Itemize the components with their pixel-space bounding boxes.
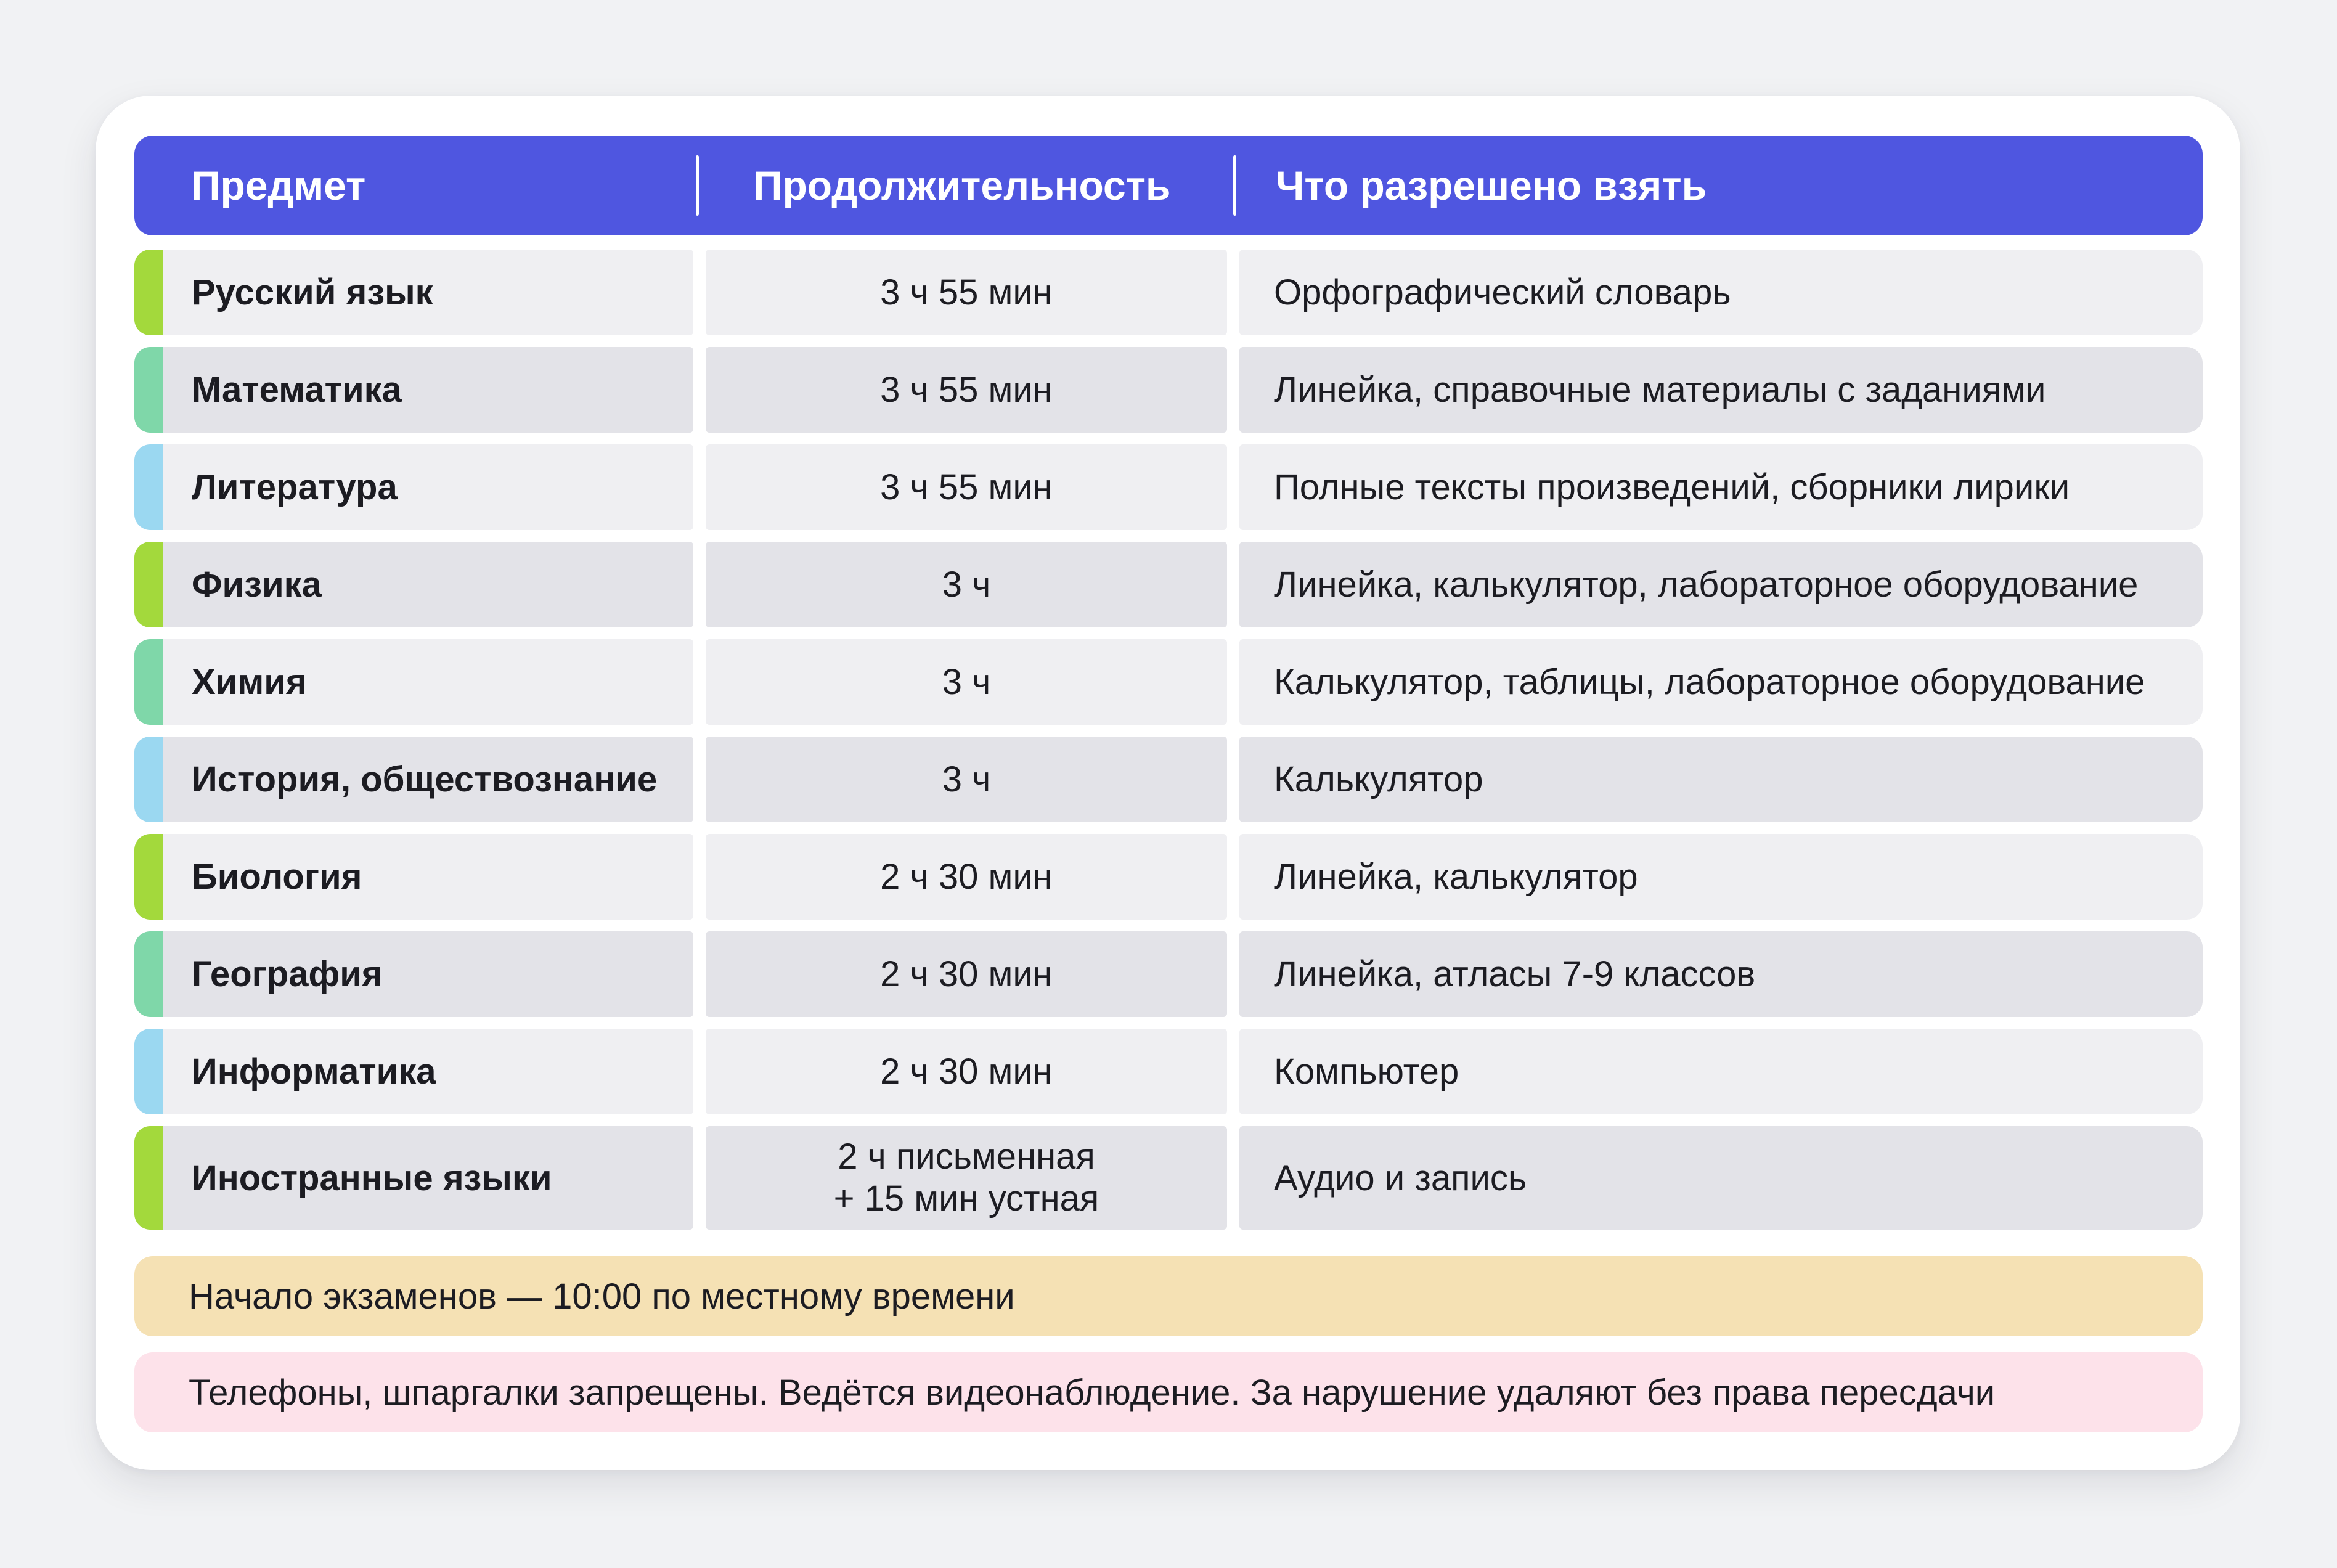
header-duration: Продолжительность <box>753 163 1171 208</box>
duration-label: 3 ч <box>942 564 991 605</box>
subject-cell <box>134 639 693 725</box>
row-accent-bar <box>134 542 163 627</box>
subject-label: География <box>192 954 383 994</box>
duration-cell <box>706 250 1227 335</box>
row-accent-bar <box>134 347 163 433</box>
exam-start-text: Начало экзаменов — 10:00 по местному времени <box>189 1276 1015 1317</box>
allowed-cell <box>1239 639 2203 725</box>
subject-label: Физика <box>192 565 322 605</box>
subject-cell <box>134 250 693 335</box>
subject-cell <box>134 444 693 530</box>
duration-label: 3 ч <box>942 759 991 799</box>
subject-label: Литература <box>192 467 398 507</box>
duration-label: 2 ч письменная + 15 мин устная <box>833 1137 1099 1219</box>
allowed-label: Компьютер <box>1274 1051 1459 1092</box>
duration-cell <box>706 639 1227 725</box>
allowed-cell <box>1239 250 2203 335</box>
allowed-cell <box>1239 542 2203 627</box>
duration-label: 3 ч 55 мин <box>880 369 1053 410</box>
duration-label: 2 ч 30 мин <box>880 953 1053 994</box>
table-row <box>134 542 2203 627</box>
subject-cell <box>134 542 693 627</box>
allowed-label: Орфографический словарь <box>1274 272 1731 312</box>
allowed-label: Линейка, калькулятор, лабораторное оборудование <box>1274 565 2139 605</box>
allowed-label: Линейка, калькулятор <box>1274 857 1638 897</box>
duration-cell <box>706 542 1227 627</box>
rules-warning-text: Телефоны, шпаргалки запрещены. Ведётся видеонаблюдение. За нарушение удаляют без права пересдачи <box>189 1372 1996 1413</box>
duration-cell <box>706 931 1227 1017</box>
duration-cell <box>706 737 1227 822</box>
subject-cell <box>134 737 693 822</box>
allowed-label: Линейка, атласы 7-9 классов <box>1274 954 1756 994</box>
header-divider <box>1233 155 1236 216</box>
allowed-cell <box>1239 347 2203 433</box>
table-header <box>134 136 2203 235</box>
allowed-label: Калькулятор <box>1274 759 1483 799</box>
table-row <box>134 834 2203 920</box>
table-row <box>134 1126 2203 1230</box>
table-row <box>134 250 2203 335</box>
header-allowed: Что разрешено взять <box>1276 163 1707 208</box>
subject-label: Биология <box>192 857 362 897</box>
subject-label: История, обществознание <box>192 759 658 799</box>
allowed-cell <box>1239 444 2203 530</box>
duration-label: 2 ч 30 мин <box>880 856 1053 897</box>
row-accent-bar <box>134 931 163 1017</box>
allowed-cell <box>1239 1126 2203 1230</box>
table-row <box>134 931 2203 1017</box>
subject-cell <box>134 1126 693 1230</box>
subject-label: Математика <box>192 370 402 410</box>
duration-cell <box>706 444 1227 530</box>
allowed-cell <box>1239 834 2203 920</box>
row-accent-bar <box>134 834 163 920</box>
subject-cell <box>134 931 693 1017</box>
subject-label: Русский язык <box>192 272 433 312</box>
duration-label: 3 ч 55 мин <box>880 467 1053 507</box>
subject-cell <box>134 834 693 920</box>
row-accent-bar <box>134 737 163 822</box>
allowed-label: Полные тексты произведений, сборники лирики <box>1274 467 2070 507</box>
row-accent-bar <box>134 250 163 335</box>
allowed-cell <box>1239 1029 2203 1114</box>
header-divider <box>696 155 699 216</box>
row-accent-bar <box>134 1126 163 1230</box>
table-row <box>134 639 2203 725</box>
duration-cell <box>706 834 1227 920</box>
subject-label: Химия <box>192 662 307 702</box>
duration-label: 2 ч 30 мин <box>880 1051 1053 1092</box>
row-accent-bar <box>134 444 163 530</box>
table-row <box>134 347 2203 433</box>
row-accent-bar <box>134 639 163 725</box>
subject-label: Информатика <box>192 1051 436 1092</box>
duration-cell <box>706 1126 1227 1230</box>
duration-label: 3 ч <box>942 661 991 702</box>
header-subject: Предмет <box>191 163 366 208</box>
table-row <box>134 1029 2203 1114</box>
duration-cell <box>706 1029 1227 1114</box>
allowed-cell <box>1239 931 2203 1017</box>
table-row <box>134 444 2203 530</box>
table-row <box>134 737 2203 822</box>
row-accent-bar <box>134 1029 163 1114</box>
duration-cell <box>706 347 1227 433</box>
duration-label: 3 ч 55 мин <box>880 272 1053 312</box>
subject-cell <box>134 1029 693 1114</box>
subject-cell <box>134 347 693 433</box>
allowed-cell <box>1239 737 2203 822</box>
exam-start-note <box>134 1256 2203 1336</box>
subject-label: Иностранные языки <box>192 1158 552 1198</box>
allowed-label: Калькулятор, таблицы, лабораторное оборудование <box>1274 662 2145 702</box>
allowed-label: Аудио и запись <box>1274 1158 1527 1198</box>
allowed-label: Линейка, справочные материалы с заданиями <box>1274 370 2046 410</box>
rules-warning-note <box>134 1352 2203 1432</box>
